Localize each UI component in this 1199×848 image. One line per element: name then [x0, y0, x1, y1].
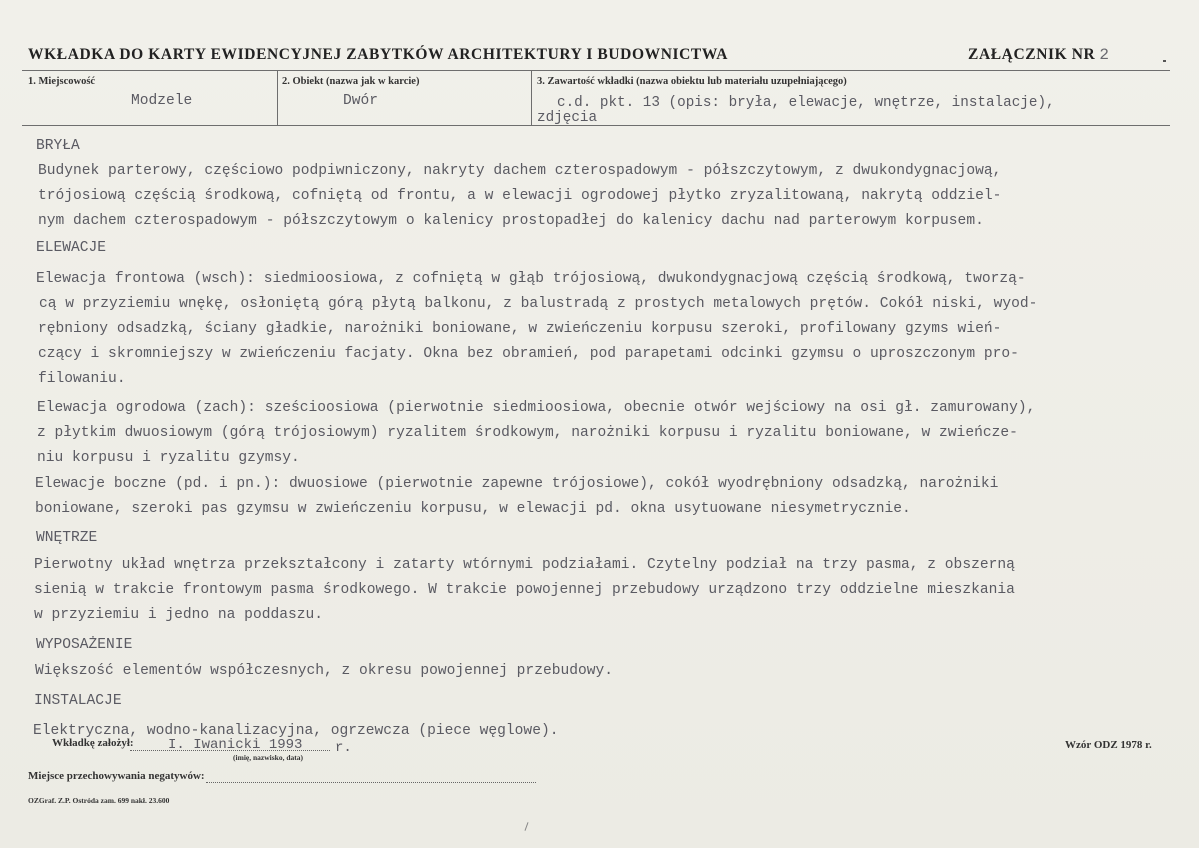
negatives-storage-label: Miejsce przechowywania negatywów:: [28, 770, 205, 782]
pencil-mark: [524, 822, 528, 831]
body-line: filowaniu.: [38, 371, 126, 387]
content-label: 3. Zawartość wkładki (nazwa obiektu lub materiału uzupełniającego): [537, 76, 847, 87]
content-value-line-2: zdjęcia: [537, 110, 598, 126]
body-line: niu korpusu i ryzalitu gzymsy.: [37, 450, 300, 466]
object-label: 2. Obiekt (nazwa jak w karcie): [282, 76, 420, 87]
prepared-by-value: I. Iwanicki 1993: [168, 737, 303, 753]
section-heading-bryla: BRYŁA: [36, 138, 80, 154]
section-heading-elewacje: ELEWACJE: [36, 240, 107, 256]
body-line: Elewacje boczne (pd. i pn.): dwuosiowe (pierwotnie zapewne trójosiowe), cokół wyodrębniony odsadzką, narożniki: [35, 476, 999, 492]
section-heading-wyposazenie: WYPOSAŻENIE: [36, 637, 133, 653]
body-line: z płytkim dwuosiowym (górą trójosiowym) ryzalitem środkowym, narożniki korpusu i ryzalitu boniowane, w zwieńcze-: [37, 425, 1018, 441]
locality-label: 1. Miejscowość: [28, 76, 96, 87]
printer-note: OZGraf. Z.P. Ostróda zam. 699 nakł. 23.600: [28, 796, 170, 805]
annex-label: [968, 46, 1110, 64]
template-label: Wzór ODZ 1978 r.: [1065, 739, 1152, 751]
body-line: sienią w trakcie frontowym pasma środkowego. W trakcie powojennej przebudowy urządzono trzy oddzielne mieszkania: [34, 582, 1015, 598]
locality-value: Modzele: [131, 93, 193, 109]
column-divider-2: [531, 70, 532, 125]
column-divider-1: [277, 70, 278, 125]
body-line: trójosiową częścią środkową, cofniętą od frontu, a w elewacji ogrodowej płytko zryzalitowaną, nakrytą oddziel-: [38, 188, 1002, 204]
section-heading-instalacje: INSTALACJE: [34, 693, 122, 709]
card-title: WKŁADKA DO KARTY EWIDENCYJNEJ ZABYTKÓW ARCHITEKTURY I BUDOWNICTWA: [28, 46, 729, 63]
body-line: Elektryczna, wodno-kanalizacyjna, ogrzewcza (piece węglowe).: [33, 723, 559, 739]
body-line: Pierwotny układ wnętrza przekształcony i zatarty wtórnymi podziałami. Czytelny podział na trzy pasma, z obszerną: [34, 557, 1015, 573]
header-top-rule: [22, 70, 1170, 71]
prepared-by-label: Wkładkę założył:: [52, 737, 134, 749]
prepared-by-caption: (imię, nazwisko, data): [233, 753, 303, 762]
negatives-storage-line: [206, 782, 536, 783]
body-line: rębniony odsadzką, ściany gładkie, narożniki boniowane, w zwieńczeniu korpusu szeroki, profilowany gzyms wień-: [38, 321, 1002, 337]
body-line: Budynek parterowy, częściowo podpiwniczony, nakryty dachem czterospadowym - półszczytowym, z dwukondygnacjową,: [38, 163, 1002, 179]
body-line: nym dachem czterospadowym - półszczytowym o kalenicy prostopadłej do kalenicy dachu nad parterowym korpusem.: [38, 213, 984, 229]
annex-number: 2: [1099, 46, 1110, 64]
prepared-by-suffix: r.: [335, 740, 352, 756]
body-line: Większość elementów współczesnych, z okresu powojennej przebudowy.: [35, 663, 614, 679]
content-value-line-1: c.d. pkt. 13 (opis: bryła, elewacje, wnętrze, instalacje),: [557, 95, 1055, 111]
body-line: Elewacja frontowa (wsch): siedmioosiowa, z cofniętą w głąb trójosiową, dwukondygnacjową częścią środkową, tworzą-: [36, 271, 1026, 287]
body-line: cą w przyziemiu wnękę, osłoniętą górą płytą balkonu, z balustradą z prostych metalowych prętów. Cokół niski, wyod-: [39, 296, 1038, 312]
body-line: Elewacja ogrodowa (zach): sześcioosiowa (pierwotnie siedmioosiowa, obecnie otwór wejściowy na osi gł. zamurowany),: [37, 400, 1036, 416]
body-line: w przyziemiu i jedno na poddaszu.: [34, 607, 324, 623]
body-line: boniowane, szeroki pas gzymsu w zwieńczeniu korpusu, w elewacji pd. okna usytuowane niesymetrycznie.: [35, 501, 911, 517]
section-heading-wnetrze: WNĘTRZE: [36, 530, 98, 546]
object-value: Dwór: [343, 93, 379, 109]
annex-label-text: ZAŁĄCZNIK NR: [968, 46, 1096, 63]
ink-dot: [1163, 60, 1166, 62]
body-line: czący i skromniejszy w zwieńczeniu facjaty. Okna bez obramień, pod parapetami odcinki gzymsu o uproszczonym pro-: [38, 346, 1019, 362]
